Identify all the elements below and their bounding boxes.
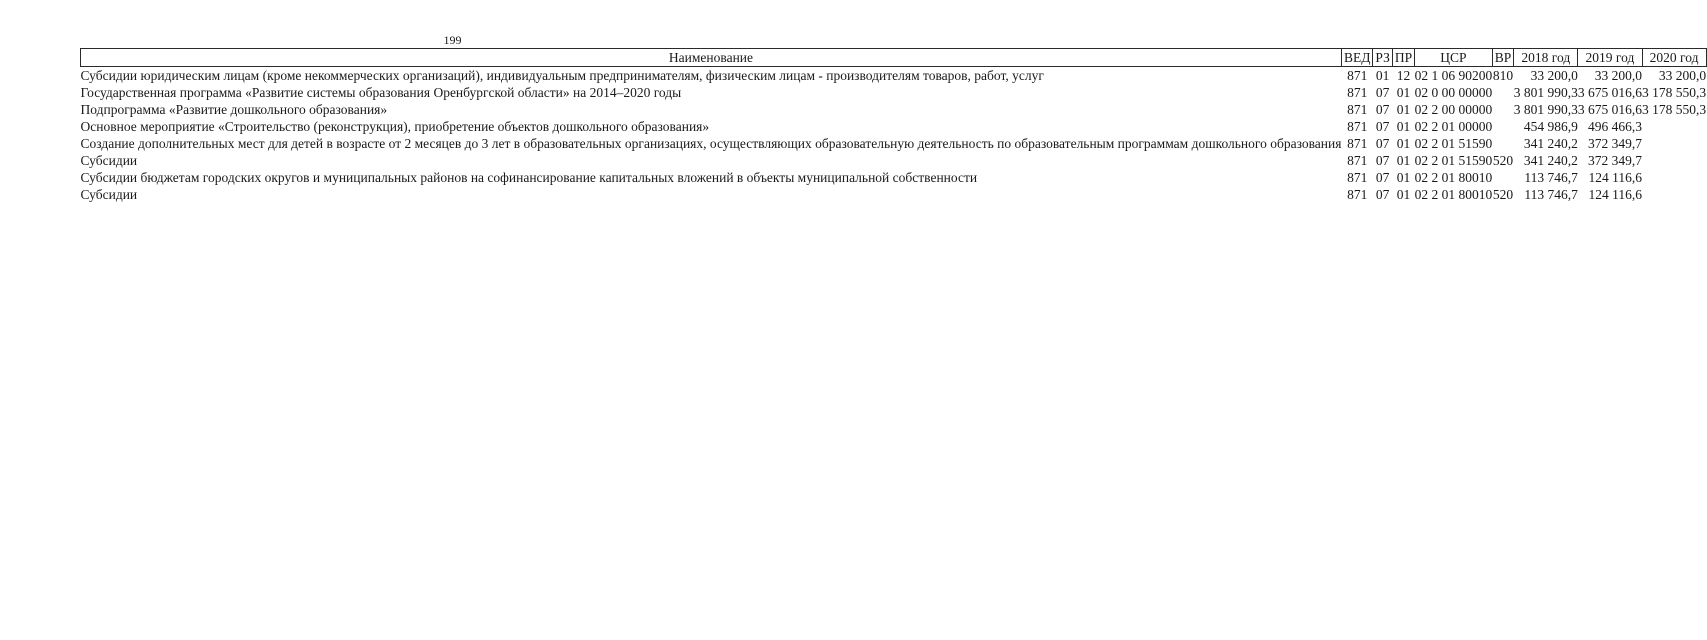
table-row (81, 101, 1707, 118)
row-csr: 02 2 00 00000 (1414, 102, 1493, 117)
row-csr: 02 2 01 80010 (1414, 187, 1493, 202)
row-rz: 07 (1375, 85, 1390, 100)
row-name: Государственная программа «Развитие системы образования Оренбургской области» на 2014–2020 годы (80, 85, 682, 100)
row-2018: 341 240,2 (1523, 136, 1578, 151)
row-name: Субсидии (80, 153, 138, 168)
row-csr: 02 2 01 00000 (1414, 119, 1493, 134)
header-rz: РЗ (1373, 49, 1392, 67)
header-ved: ВЕД (1341, 49, 1372, 67)
header-csr: ЦСР (1415, 49, 1493, 67)
row-2019: 33 200,0 (1594, 68, 1643, 83)
row-2019: 3 675 016,6 (1577, 102, 1643, 117)
row-ved: 871 (1347, 68, 1368, 83)
table-row (81, 118, 1707, 135)
row-csr: 02 2 01 51590 (1414, 136, 1493, 151)
row-vr: 520 (1492, 187, 1514, 202)
row-2018: 113 746,7 (1524, 187, 1578, 202)
budget-table (80, 48, 1707, 203)
row-pr: 01 (1396, 102, 1411, 117)
row-name: Субсидии юридическим лицам (кроме некоммерческих организаций), индивидуальным предпринимателям, физическим лицам - производителям товаров, работ, услуг (80, 68, 1044, 83)
row-ved: 871 (1347, 153, 1368, 168)
row-csr: 02 0 00 00000 (1414, 85, 1493, 100)
row-2020: 3 178 550,3 (1642, 85, 1707, 100)
header-pr: ПР (1392, 49, 1414, 67)
row-pr: 01 (1396, 136, 1411, 151)
table-row (81, 84, 1707, 101)
row-name: Основное мероприятие «Строительство (реконструкция), приобретение объектов дошкольного образования» (80, 119, 710, 134)
table-row (81, 67, 1707, 85)
page-number: 199 (443, 33, 462, 47)
table-row (81, 169, 1707, 186)
row-pr: 01 (1396, 85, 1411, 100)
row-ved: 871 (1347, 187, 1368, 202)
row-rz: 07 (1375, 119, 1390, 134)
row-csr: 02 2 01 80010 (1414, 170, 1493, 185)
row-name: Создание дополнительных мест для детей в возрасте от 2 месяцев до 3 лет в образовательных организациях, осуществляющих образовательную деятельность по образовательным программам дошкольного образования (80, 136, 1342, 151)
row-2020 (1642, 118, 1706, 135)
row-2018: 3 801 990,3 (1513, 85, 1578, 100)
row-vr: 520 (1492, 153, 1514, 168)
row-rz: 07 (1375, 153, 1390, 168)
header-vr: ВР (1492, 49, 1514, 67)
row-ved: 871 (1347, 170, 1368, 185)
row-name: Подпрограмма «Развитие дошкольного образования» (80, 102, 388, 117)
header-2019: 2019 год (1578, 49, 1642, 67)
row-vr (1492, 101, 1514, 118)
row-ved: 871 (1347, 119, 1368, 134)
row-csr: 02 2 01 51590 (1414, 153, 1493, 168)
row-ved: 871 (1347, 136, 1368, 151)
table-row (81, 186, 1707, 203)
row-2018: 33 200,0 (1530, 68, 1578, 83)
row-pr: 01 (1396, 170, 1411, 185)
row-2019: 3 675 016,6 (1577, 85, 1643, 100)
row-csr: 02 1 06 90200 (1414, 68, 1493, 83)
row-vr (1492, 118, 1514, 135)
row-vr (1492, 169, 1514, 186)
row-vr (1492, 135, 1514, 152)
row-name: Субсидии бюджетам городских округов и муниципальных районов на софинансирование капитальных вложений в объекты муниципальной собственности (80, 170, 978, 185)
row-2020 (1642, 186, 1706, 203)
header-name: Наименование (81, 49, 1342, 67)
row-pr: 01 (1396, 119, 1411, 134)
row-2020: 33 200,0 (1658, 68, 1707, 83)
row-2019: 124 116,6 (1588, 187, 1643, 202)
row-rz: 07 (1375, 136, 1390, 151)
row-vr (1492, 84, 1514, 101)
row-rz: 07 (1375, 187, 1390, 202)
row-ved: 871 (1347, 102, 1368, 117)
row-pr: 01 (1396, 153, 1411, 168)
row-2018: 113 746,7 (1524, 170, 1578, 185)
row-pr: 12 (1396, 68, 1411, 83)
row-2019: 124 116,6 (1588, 170, 1643, 185)
table-row (81, 135, 1707, 152)
row-rz: 07 (1375, 170, 1390, 185)
row-2018: 3 801 990,3 (1513, 102, 1578, 117)
row-2018: 341 240,2 (1523, 153, 1578, 168)
header-2018: 2018 год (1514, 49, 1578, 67)
row-name: Субсидии (80, 187, 138, 202)
table-header-row (81, 49, 1707, 67)
table-row (81, 152, 1707, 169)
row-2020: 3 178 550,3 (1642, 102, 1707, 117)
row-rz: 07 (1375, 102, 1390, 117)
row-rz: 01 (1375, 68, 1390, 83)
header-2020: 2020 год (1642, 49, 1706, 67)
row-vr: 810 (1492, 68, 1514, 83)
row-2019: 372 349,7 (1588, 153, 1643, 168)
row-2020 (1642, 135, 1706, 152)
row-2020 (1642, 152, 1706, 169)
row-pr: 01 (1396, 187, 1411, 202)
row-ved: 871 (1347, 85, 1368, 100)
row-2020 (1642, 169, 1706, 186)
row-2019: 372 349,7 (1588, 136, 1643, 151)
row-2019: 496 466,3 (1588, 119, 1643, 134)
row-2018: 454 986,9 (1523, 119, 1578, 134)
